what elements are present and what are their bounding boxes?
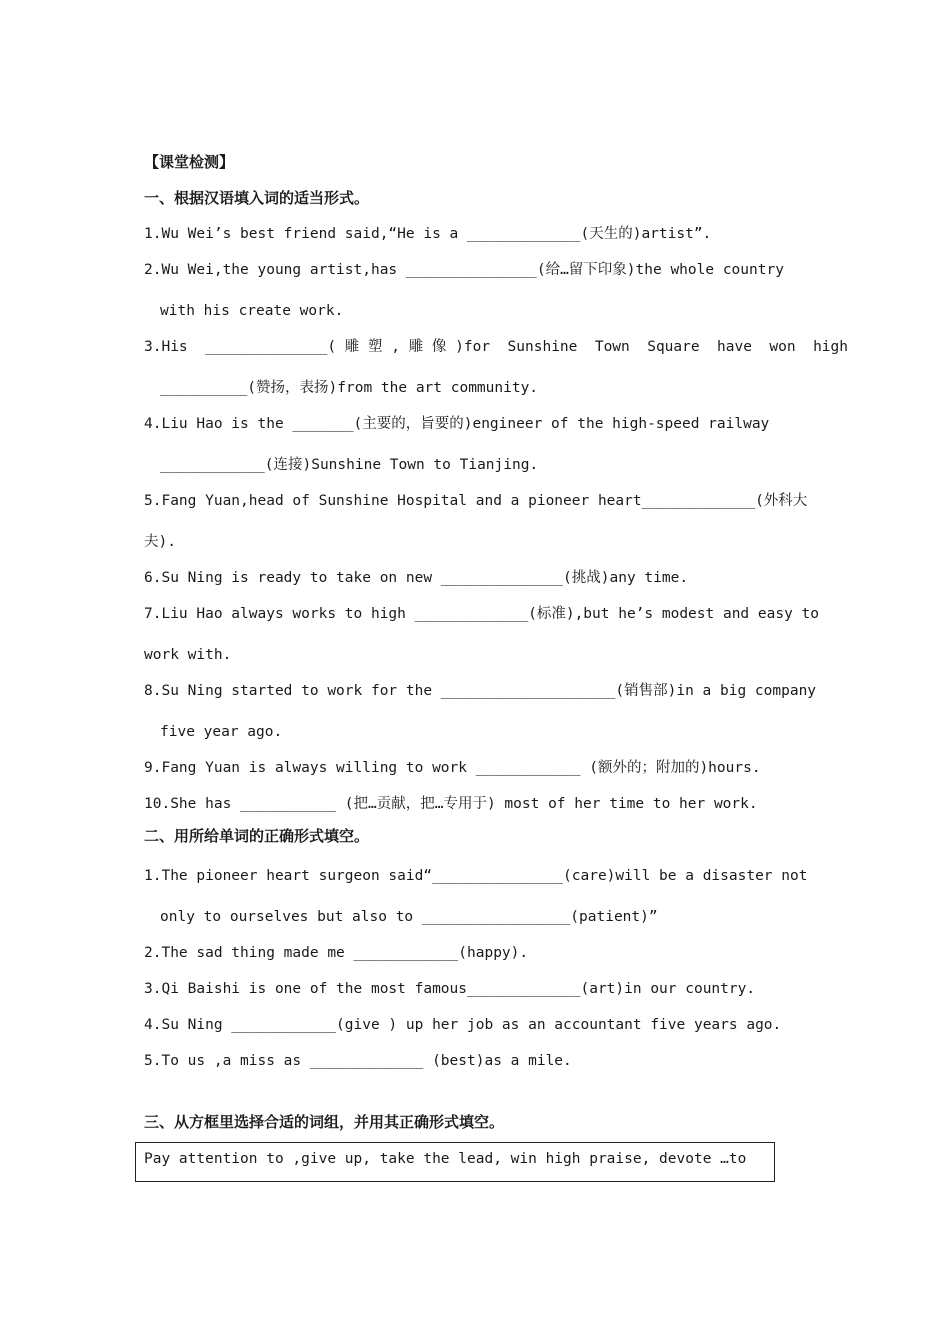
s1-line: 3.His ______________( 雕 塑 , 雕 像 )for Sunshine Town Square have won high [144,339,849,355]
s2-line: 4.Su Ning ____________(give ) up her job as an accountant five years ago. [144,1017,782,1033]
section1-title: 一、根据汉语填入词的适当形式。 [144,189,370,207]
section2-title: 二、用所给单词的正确形式填空。 [144,827,370,845]
s1-line: 6.Su Ning is ready to take on new ______________(挑战)any time. [144,570,689,586]
s1-line: work with. [144,647,232,663]
s1-line: 5.Fang Yuan,head of Sunshine Hospital and a pioneer heart_____________(外科大 [144,493,808,509]
s2-line: 3.Qi Baishi is one of the most famous_____________(art)in our country. [144,981,756,997]
s2-line: only to ourselves but also to _________________(patient)” [160,909,658,925]
s1-line: 8.Su Ning started to work for the ____________________(销售部)in a big company [144,683,817,699]
s1-line: 2.Wu Wei,the young artist,has _______________(给…留下印象)the whole country [144,262,784,278]
s1-line: with his create work. [160,303,344,319]
s1-line: 4.Liu Hao is the _______(主要的，旨要的)engineer of the high-speed railway [144,416,770,432]
s1-line: ____________(连接)Sunshine Town to Tianjing. [160,457,539,473]
s1-line: 1.Wu Wei’s best friend said,“He is a _____________(天生的)artist”. [144,226,712,242]
s1-line: 9.Fang Yuan is always willing to work ____________ (额外的；附加的)hours. [144,760,761,776]
s1-line: 7.Liu Hao always works to high _____________(标准),but he’s modest and easy to [144,606,820,622]
word-box [135,1142,775,1182]
s2-line: 1.The pioneer heart surgeon said“_______________(care)will be a disaster not [144,868,808,884]
section3-title: 三、从方框里选择合适的词组，并用其正确形式填空。 [144,1113,505,1131]
s1-line: 夫). [144,534,176,550]
word-box-text: Pay attention to ,give up, take the lead, win high praise, devote …to [144,1151,747,1167]
page-header: 【课堂检测】 [144,153,235,171]
s1-line: 10.She has ___________ (把…贡献，把…专用于) most of her time to her work. [144,796,758,812]
s1-line: __________(赞扬，表扬)from the art community. [160,380,539,396]
s1-line: five year ago. [160,724,283,740]
s2-line: 2.The sad thing made me ____________(happy). [144,945,529,961]
s2-line: 5.To us ,a miss as _____________ (best)as a mile. [144,1053,572,1069]
